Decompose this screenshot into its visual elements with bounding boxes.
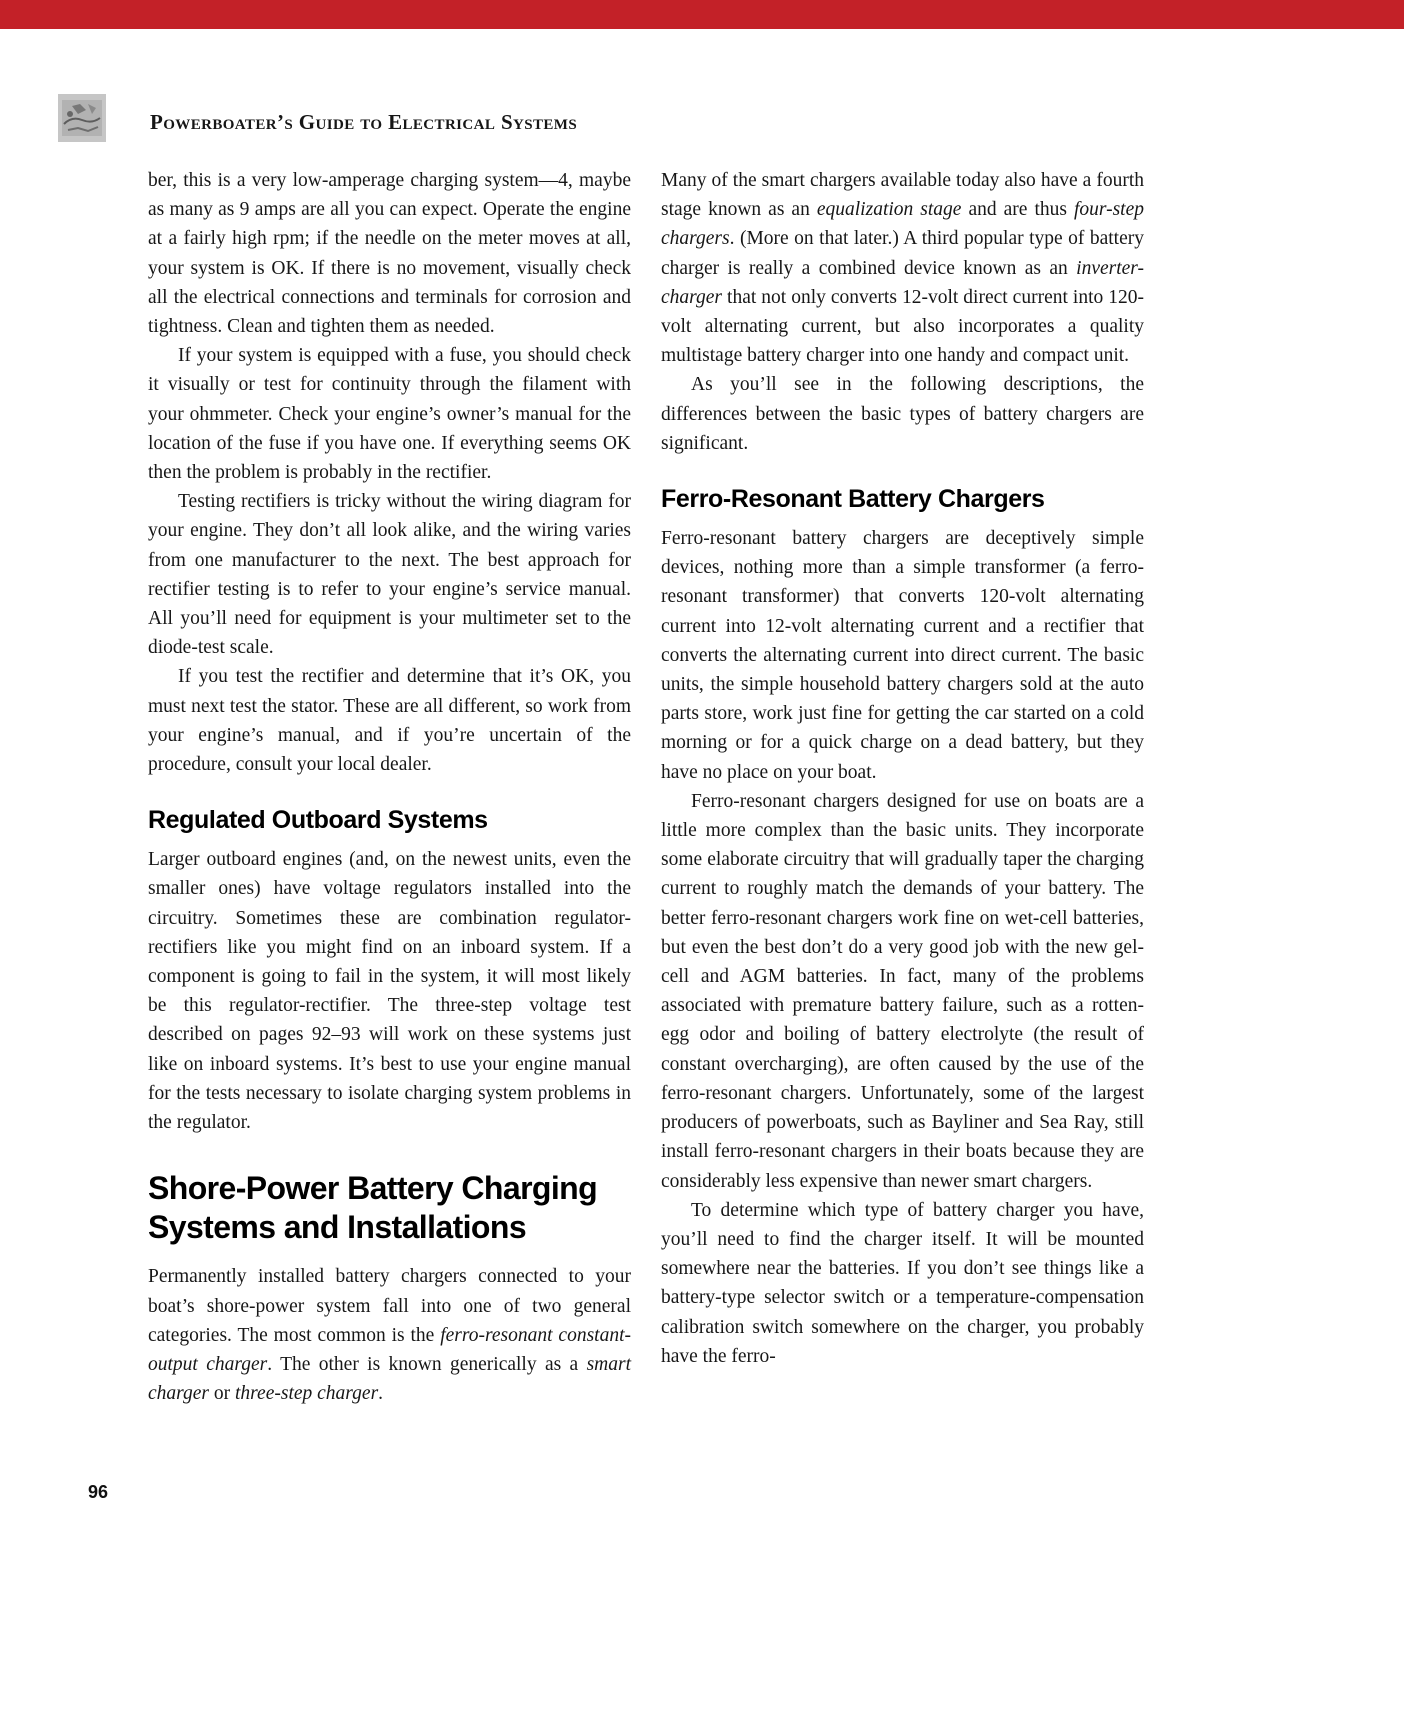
text-columns (148, 166, 1144, 1408)
running-head: Powerboater’s Guide to Electrical Systems (150, 110, 578, 134)
paragraph: Testing rectifiers is tricky without the wiring diagram for your engine. They don’t all look alike, and the wiring varies from one manufacturer to the next. The best approach for rectifier testing is to refer to your engine’s service manual. All you’ll need for equipment is your multimeter set to the diode-test scale. (148, 491, 631, 659)
major-section-heading: Shore-Power Battery Charging Systems and Installations (148, 1170, 598, 1246)
paragraph: To determine which type of battery charger you have, you’ll need to find the charger itself. It will be mounted somewhere near the batteries. If you don’t see things like a battery-type selector switch or a temperature-compensation calibration switch somewhere on the charger, you probably have the ferro- (661, 1199, 1144, 1367)
paragraph: Ferro-resonant battery chargers are deceptively simple devices, nothing more than a simple transformer (a ferro-resonant transformer) that converts 120-volt alternating current into 12-volt alternating current and a rectifier that converts the alternating current into direct current. The basic units, the simple household battery chargers sold at the auto parts store, work just fine for getting the car started on a cold morning or for a quick charge on a dead battery, but they have no place on your boat. (661, 528, 1144, 783)
paragraph: As you’ll see in the following descriptions, the differences between the basic types of battery chargers are significant. (661, 374, 1144, 454)
top-accent-bar (0, 0, 1404, 29)
section-heading: Regulated Outboard Systems (148, 806, 488, 835)
section-heading: Ferro-Resonant Battery Chargers (661, 485, 1045, 514)
paragraph: Ferro-resonant chargers designed for use on boats are a little more complex than the basic units. They incorporate some elaborate circuitry that will gradually taper the charging current to roughly match the demands of your battery. The better ferro-resonant chargers work fine on wet-cell batteries, but even the best don’t do a very good job with the new gel-cell and AGM batteries. In fact, many of the problems associated with premature battery failure, such as a rotten-egg odor and boiling of battery electrolyte (the result of constant overcharging), are often caused by the use of the ferro-resonant chargers. Unfortunately, some of the largest producers of powerboats, such as Bayliner and Sea Ray, still install ferro-resonant chargers in their boats because they are considerably less expensive than newer smart chargers. (661, 790, 1144, 1192)
paragraph: Permanently installed battery chargers connected to your boat’s shore-power system fall into one of two general categories. The most common is the ferro-resonant constant-output charger. The other is known generically as a smart charger or three-step charger. (148, 1266, 631, 1405)
paragraph: If your system is equipped with a fuse, you should check it visually or test for continuity through the filament with your ohmmeter. Check your engine’s owner’s manual for the location of the fuse if you have one. If everything seems OK then the problem is probably in the rectifier. (148, 345, 631, 484)
right-column (661, 166, 1144, 1408)
paragraph: ber, this is a very low-amperage charging system—4, maybe as many as 9 amps are all you can expect. Operate the engine at a fairly high rpm; if the needle on the meter moves at all, your system is OK. If there is no movement, visually check all the electrical connections and terminals for corrosion and tightness. Clean and tighten them as needed. (148, 170, 631, 338)
paragraph: Many of the smart chargers available today also have a fourth stage known as an equalization stage and are thus four-step chargers. (More on that later.) A third popular type of battery charger is really a combined device known as an inverter-charger that not only converts 12-volt direct current into 120-volt alternating current, but also incorporates a quality multistage battery charger into one handy and compact unit. (661, 170, 1144, 367)
page-number: 96 (88, 1482, 109, 1502)
boat-engine-art-icon (58, 94, 106, 142)
paragraph: If you test the rectifier and determine that it’s OK, you must next test the stator. These are all different, so work from your engine’s manual, and if you’re uncertain of the procedure, consult your local dealer. (148, 666, 631, 776)
paragraph: Larger outboard engines (and, on the newest units, even the smaller ones) have voltage regulators installed into the circuitry. Sometimes these are combination regulator-rectifiers like you might find on an inboard system. If a component is going to fail in the system, it will most likely be this regulator-rectifier. The three-step voltage test described on pages 92–93 will work on these systems just like on inboard systems. It’s best to use your engine manual for the tests necessary to isolate charging system problems in the regulator. (148, 849, 631, 1134)
left-column (148, 166, 631, 1408)
